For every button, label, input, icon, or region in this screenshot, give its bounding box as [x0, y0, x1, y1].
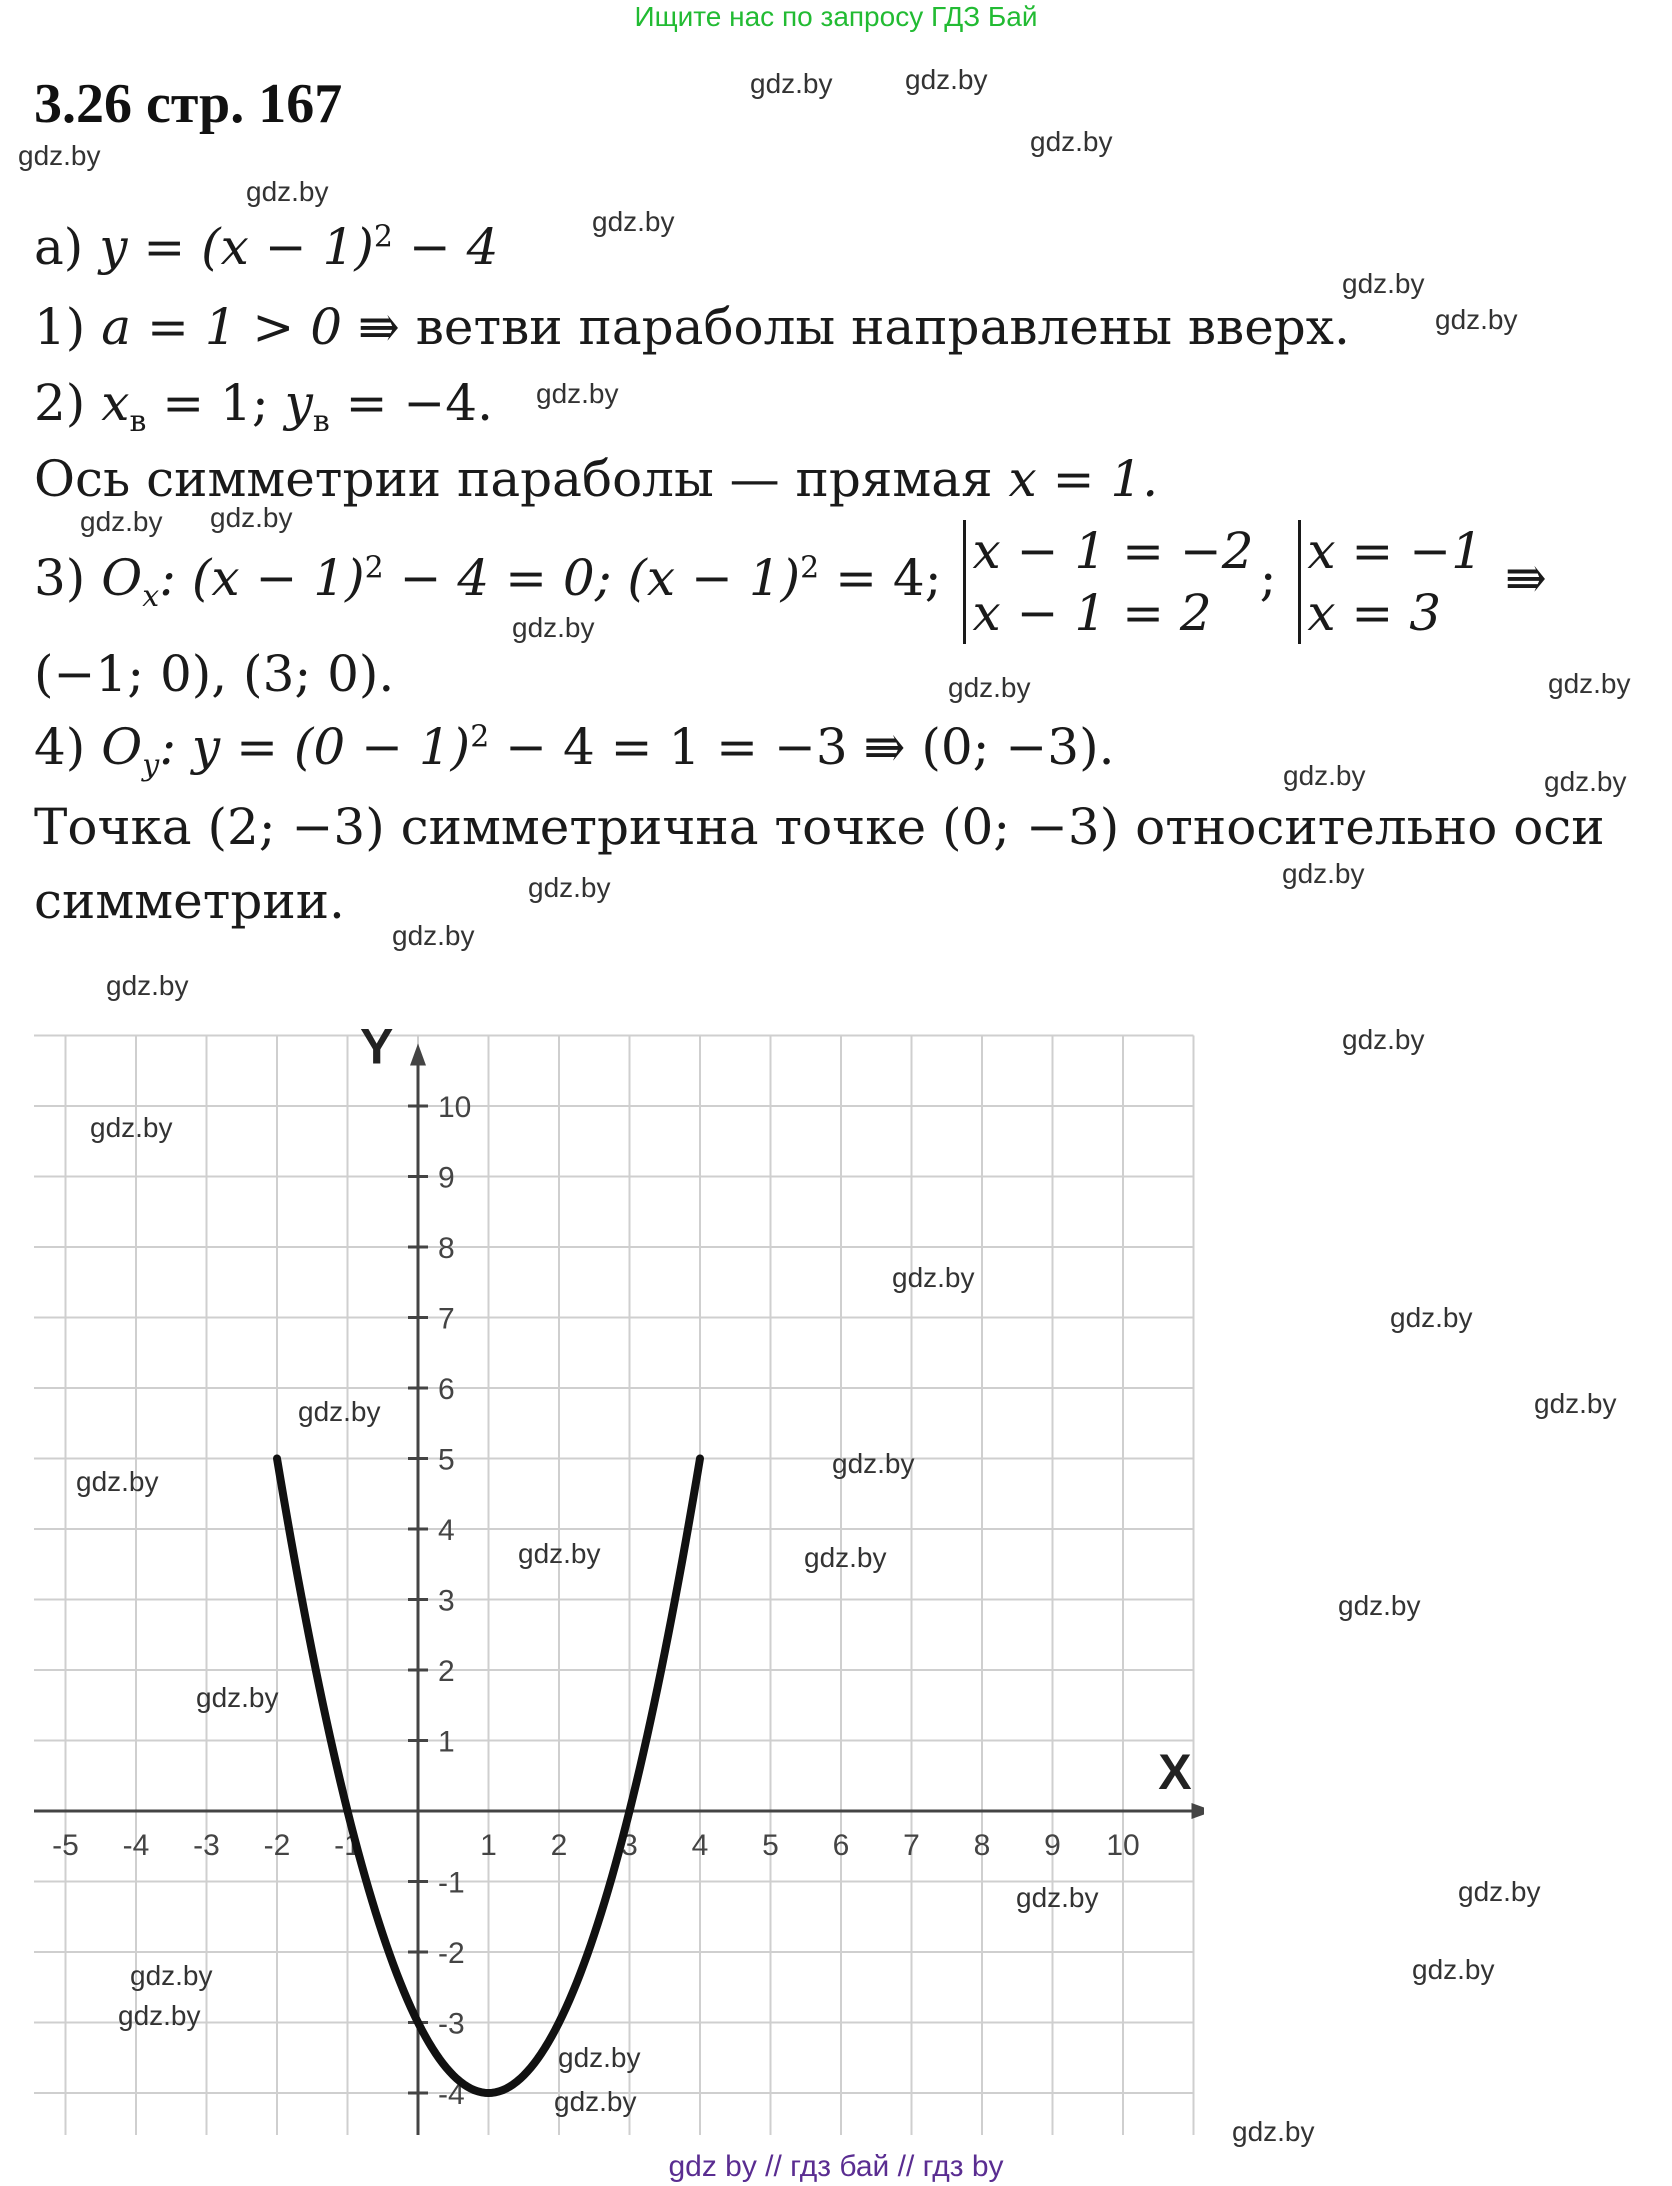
watermark-text: gdz.by [210, 502, 293, 533]
y-tick-label: 6 [438, 1373, 455, 1406]
step-4: 4) $O_y$: $y = (0 - 1)^2 - 4 = 1 = -3$ ⇛ (0; −3). [34, 718, 1115, 783]
y-tick-label: -1 [438, 1866, 465, 1900]
step-2: 2) $x_в = 1$; $y_в = -4$. [34, 374, 493, 439]
y-tick-label: 9 [438, 1161, 455, 1195]
symmetry-axis-line: Ось симметрии параболы — прямая x = 1. [34, 450, 1159, 508]
watermark-text: gdz.by [1534, 1388, 1617, 1419]
watermark-text: gdz.by [1412, 1954, 1495, 1985]
x-tick-label: 1 [480, 1829, 497, 1862]
problem-title: 3.26 стр. 167 [34, 73, 343, 135]
watermark-text: gdz.by [554, 2086, 637, 2117]
watermark-text: gdz.by [528, 872, 611, 903]
x-tick-label: 9 [1044, 1829, 1061, 1862]
step-3: 3) $O_x$: $(x - 1)^2 - 4 = 0$; $(x - 1)^2 = 4$; x − 1 = −2 x − 1 = 2 ; x = −1 x = 3 ⇛ [34, 522, 1547, 642]
watermark-text: gdz.by [18, 140, 101, 171]
watermark-text: gdz.by [1016, 1882, 1099, 1913]
watermark-text: gdz.by [298, 1396, 381, 1427]
watermark-text: gdz.by [246, 176, 329, 207]
part-a-formula: а) $y = (x - 1)^2 - 4$ [34, 218, 499, 276]
x-tick-label: -1 [334, 1829, 361, 1862]
watermark-text: gdz.by [1548, 668, 1631, 699]
x-tick-label: 3 [621, 1829, 638, 1862]
x-tick-label: 5 [762, 1829, 779, 1862]
x-tick-label: 6 [832, 1829, 850, 1862]
watermark-text: gdz.by [948, 672, 1031, 703]
x-tick-label: 4 [691, 1829, 709, 1862]
y-tick-label: 10 [438, 1091, 472, 1124]
watermark-text: gdz.by [1342, 268, 1425, 299]
watermark-text: gdz.by [118, 2000, 201, 2031]
y-tick-label: -4 [438, 2078, 465, 2111]
watermark-text: gdz.by [1282, 858, 1365, 889]
watermark-text: gdz.by [804, 1542, 887, 1573]
y-axis-arrow [410, 1044, 426, 1066]
watermark-text: gdz.by [592, 206, 675, 237]
watermark-text: gdz.by [106, 970, 189, 1001]
y-axis-label: Y [360, 1025, 394, 1075]
x-tick-label: -4 [122, 1829, 150, 1862]
watermark-text: gdz.by [518, 1538, 601, 1569]
y-tick-label: 8 [438, 1232, 455, 1265]
symmetric-point-line-2: симметрии. [34, 872, 345, 930]
y-tick-label: -3 [438, 2007, 465, 2041]
roots-line: (−1; 0), (3; 0). [34, 645, 395, 703]
y-tick-label: 4 [438, 1514, 455, 1547]
y-tick-label: 1 [438, 1725, 455, 1759]
watermark-text: gdz.by [1030, 126, 1113, 157]
watermark-text: gdz.by [536, 378, 619, 409]
watermark-text: gdz.by [392, 920, 475, 951]
y-tick-label: 5 [438, 1443, 455, 1477]
watermark-text: gdz.by [832, 1448, 915, 1479]
watermark-text: gdz.by [80, 506, 163, 537]
x-tick-label: -3 [193, 1829, 220, 1862]
y-tick-label: 7 [438, 1302, 455, 1336]
watermark-text: gdz.by [90, 1112, 173, 1143]
x-axis-label: X [1158, 1744, 1192, 1800]
watermark-text: gdz.by [905, 64, 988, 95]
system-1: x − 1 = −2 x − 1 = 2 [963, 520, 1253, 644]
x-tick-label: -2 [263, 1829, 291, 1862]
x-tick-label: 8 [973, 1829, 991, 1862]
x-tick-label: 7 [903, 1829, 920, 1862]
footer-links: gdz by // гдз бай // гдз by [668, 2150, 1004, 2183]
x-axis-arrow [1192, 1803, 1205, 1819]
y-tick-label: 2 [438, 1655, 455, 1688]
watermark-text: gdz.by [1338, 1590, 1421, 1621]
watermark-text: gdz.by [1544, 766, 1627, 797]
watermark-text: gdz.by [750, 68, 833, 99]
watermark-text: gdz.by [1435, 304, 1518, 335]
watermark-text: gdz.by [130, 1960, 213, 1991]
watermark-text: gdz.by [76, 1466, 159, 1497]
y-tick-label: -2 [438, 1937, 465, 1970]
top-banner: Ищите нас по запросу ГДЗ Бай [634, 1, 1038, 32]
watermark-text: gdz.by [1342, 1024, 1425, 1055]
system-2: x = −1 x = 3 [1298, 520, 1483, 644]
watermark-text: gdz.by [892, 1262, 975, 1293]
x-tick-label: 10 [1106, 1829, 1140, 1862]
watermark-text: gdz.by [1232, 2116, 1315, 2147]
watermark-text: gdz.by [558, 2042, 641, 2073]
x-tick-label: -5 [52, 1829, 79, 1862]
watermark-text: gdz.by [1458, 1876, 1541, 1907]
step-1: 1) a = 1 > 0 ⇛ ветви параболы направлены вверх. [34, 298, 1350, 356]
x-tick-label: 2 [550, 1829, 568, 1862]
watermark-text: gdz.by [512, 612, 595, 643]
watermark-text: gdz.by [1390, 1302, 1473, 1333]
watermark-text: gdz.by [1283, 760, 1366, 791]
symmetric-point-line-1: Точка (2; −3) симметрична точке (0; −3) относительно оси [34, 798, 1605, 856]
y-tick-label: 3 [438, 1584, 455, 1618]
watermark-text: gdz.by [196, 1682, 279, 1713]
